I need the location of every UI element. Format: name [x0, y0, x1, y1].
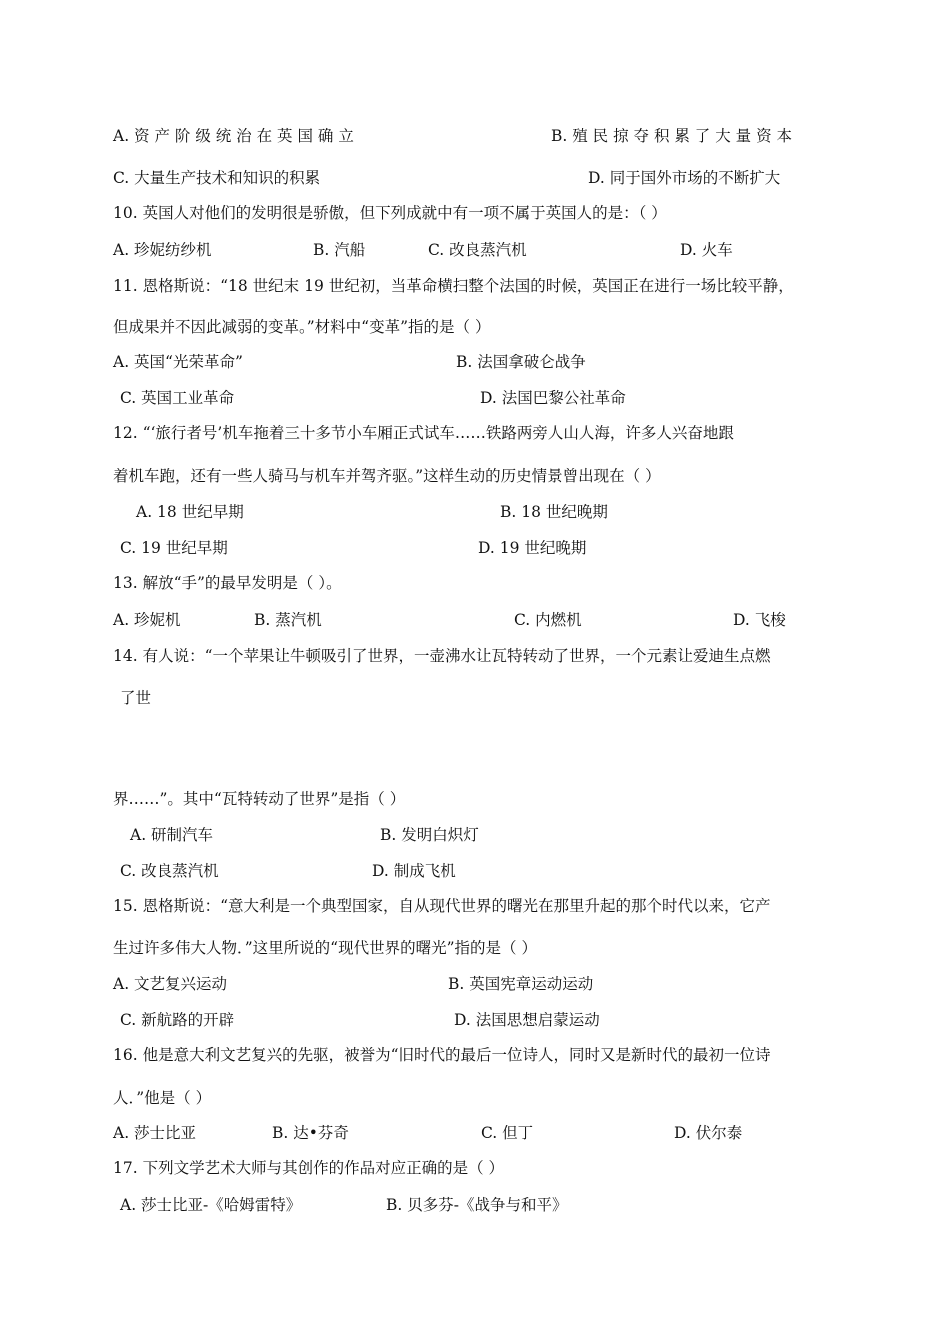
- text-line-l40: 16. 他是意大利文艺复兴的先驱，被誉为“旧时代的最后一位诗人，同时又是新时代的最初一位诗: [113, 1046, 771, 1064]
- text-line-l05: 10. 英国人对他们的发明很是骄傲，但下列成就中有一项不属于英国人的是：（ ）: [113, 204, 667, 222]
- text-line-l31: B. 发明白炽灯: [380, 826, 479, 844]
- text-line-l10: 11. 恩格斯说：“18 世纪末 19 世纪初，当革命横扫整个法国的时候，英国正在进行一场比较平静，: [113, 277, 794, 295]
- text-line-l28: 了世: [120, 689, 152, 707]
- text-line-l41: 人．”他是（ ）: [113, 1089, 212, 1107]
- text-line-l13: B. 法国拿破仑战争: [456, 353, 586, 371]
- text-line-l27: 14. 有人说：“一个苹果让牛顿吸引了世界，一壶沸水让瓦特转动了世界，一个元素让爱迪生点燃: [113, 647, 771, 665]
- text-line-l48: B. 贝多芬-《战争与和平》: [386, 1196, 568, 1214]
- text-line-l39: D. 法国思想启蒙运动: [454, 1011, 600, 1029]
- text-line-l37: B. 英国宪章运动运动: [448, 975, 594, 993]
- text-line-l45: D. 伏尔泰: [674, 1124, 743, 1142]
- text-line-l29: 界……”。其中“瓦特转动了世界”是指（ ）: [113, 790, 406, 808]
- text-line-l42: A. 莎士比亚: [113, 1124, 197, 1142]
- text-line-l01: A. 资 产 阶 级 统 治 在 英 国 确 立: [113, 127, 354, 145]
- text-line-l26: D. 飞梭: [733, 611, 786, 629]
- text-line-l23: A. 珍妮机: [113, 611, 181, 629]
- text-line-l20: C. 19 世纪早期: [120, 539, 228, 557]
- text-line-l06: A. 珍妮纺纱机: [113, 241, 212, 259]
- text-line-l24: B. 蒸汽机: [254, 611, 322, 629]
- text-line-l38: C. 新航路的开辟: [120, 1011, 235, 1029]
- text-line-l09: D. 火车: [680, 241, 733, 259]
- text-line-l46: 17. 下列文学艺术大师与其创作的作品对应正确的是（ ）: [113, 1159, 505, 1177]
- text-line-l12: A. 英国“光荣革命”: [113, 353, 243, 371]
- text-line-l03: C. 大量生产技术和知识的积累: [113, 169, 321, 187]
- text-line-l44: C. 但丁: [481, 1124, 534, 1142]
- text-line-l17: 着机车跑，还有一些人骑马与机车并驾齐驱。”这样生动的历史情景曾出现在（ ）: [113, 467, 661, 485]
- text-line-l47: A. 莎士比亚-《哈姆雷特》: [120, 1196, 302, 1214]
- text-line-l21: D. 19 世纪晚期: [478, 539, 587, 557]
- text-line-l43: B. 达•芬奇: [272, 1124, 349, 1142]
- text-line-l15: D. 法国巴黎公社革命: [480, 389, 626, 407]
- text-line-l34: 15. 恩格斯说：“意大利是一个典型国家，自从现代世界的曙光在那里升起的那个时代以来，它产: [113, 897, 771, 915]
- text-line-l22: 13. 解放“手”的最早发明是（ ）。: [113, 574, 342, 592]
- text-line-l18: A. 18 世纪早期: [136, 503, 244, 521]
- text-line-l04: D. 同于国外市场的不断扩大: [588, 169, 781, 187]
- text-line-l07: B. 汽船: [313, 241, 366, 259]
- text-line-l36: A. 文艺复兴运动: [113, 975, 228, 993]
- text-line-l32: C. 改良蒸汽机: [120, 862, 219, 880]
- text-line-l14: C. 英国工业革命: [120, 389, 235, 407]
- text-line-l08: C. 改良蒸汽机: [428, 241, 527, 259]
- text-line-l02: B. 殖 民 掠 夺 积 累 了 大 量 资 本: [551, 127, 793, 145]
- text-line-l16: 12. “‘旅行者号’机车拖着三十多节小车厢正式试车……铁路两旁人山人海，许多人兴奋地跟: [113, 424, 734, 442]
- text-line-l25: C. 内燃机: [514, 611, 582, 629]
- text-line-l35: 生过许多伟大人物．”这里所说的“现代世界的曙光”指的是（ ）: [113, 939, 537, 957]
- text-line-l19: B. 18 世纪晚期: [500, 503, 608, 521]
- text-line-l30: A. 研制汽车: [130, 826, 214, 844]
- text-line-l11: 但成果并不因此减弱的变革。”材料中“变革”指的是（ ）: [113, 318, 491, 336]
- text-line-l33: D. 制成飞机: [372, 862, 456, 880]
